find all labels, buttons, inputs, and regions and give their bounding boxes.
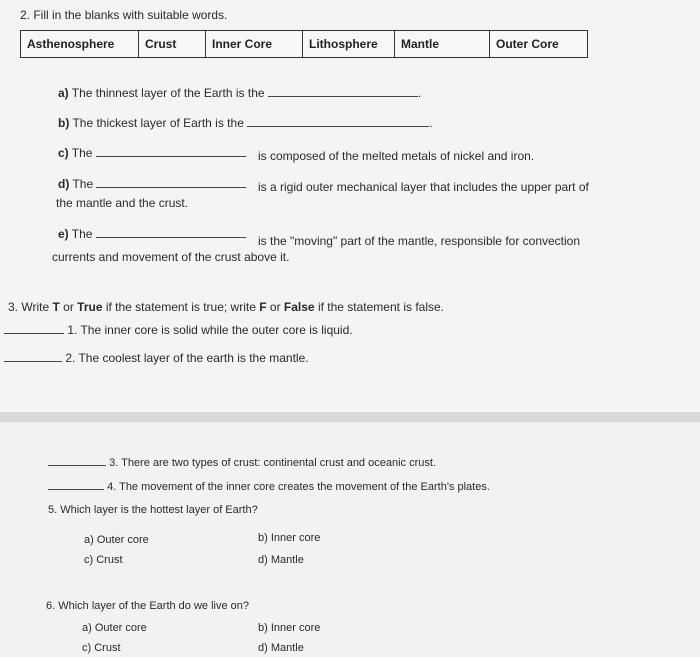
word-bank-table bbox=[20, 30, 588, 58]
q2e-line bbox=[58, 226, 246, 241]
instr-bold: F bbox=[259, 300, 267, 314]
answer-blank[interactable] bbox=[48, 478, 104, 490]
q5-option-b[interactable]: b) Inner core bbox=[258, 532, 321, 544]
q2d-line bbox=[58, 176, 246, 191]
answer-blank[interactable] bbox=[4, 322, 64, 334]
item-end: . bbox=[429, 116, 433, 130]
instr-text: or bbox=[59, 300, 78, 314]
q2e-rest: is the "moving" part of the mantle, responsible for convection bbox=[258, 234, 581, 248]
q3-statement-row bbox=[4, 350, 309, 365]
q6-option-a[interactable]: a) Outer core bbox=[82, 622, 147, 634]
q2e-continuation: currents and movement of the crust above it. bbox=[52, 250, 290, 264]
item-label: a) bbox=[58, 86, 69, 100]
item-text: The thinnest layer of the Earth is the bbox=[71, 86, 265, 100]
statement-text: 4. The movement of the inner core creates the movement of the Earth's plates. bbox=[107, 481, 490, 493]
q6-option-c[interactable]: c) Crust bbox=[82, 642, 121, 654]
instr-text: 3. Write bbox=[8, 300, 53, 314]
q6-option-d[interactable]: d) Mantle bbox=[258, 642, 304, 654]
item-label: e) bbox=[58, 227, 69, 241]
instr-bold: False bbox=[283, 300, 315, 314]
item-end: . bbox=[417, 86, 422, 100]
item-text: The bbox=[71, 227, 93, 241]
instr-bold: T bbox=[52, 300, 60, 314]
q6-question: 6. Which layer of the Earth do we live on? bbox=[46, 600, 249, 612]
answer-blank[interactable] bbox=[48, 454, 106, 466]
item-text: The thickest layer of Earth is the bbox=[72, 116, 244, 130]
answer-blank[interactable] bbox=[96, 145, 246, 157]
instr-bold: True bbox=[77, 300, 103, 314]
q2a-line bbox=[58, 85, 421, 100]
q2b-line bbox=[58, 115, 433, 130]
q2d-rest: is a rigid outer mechanical layer that includes the upper part of bbox=[258, 180, 589, 194]
word-bank-cell: Inner Core bbox=[206, 31, 303, 57]
instr-text: if the statement is true; write bbox=[102, 300, 260, 314]
instr-text: or bbox=[266, 300, 284, 314]
q2-instruction: 2. Fill in the blanks with suitable words. bbox=[20, 8, 228, 22]
answer-blank[interactable] bbox=[96, 176, 246, 188]
word-bank-cell: Lithosphere bbox=[303, 31, 395, 57]
item-text: The bbox=[71, 146, 93, 160]
item-text: The bbox=[72, 177, 94, 191]
word-bank-cell: Mantle bbox=[395, 31, 490, 57]
q2c-rest: is composed of the melted metals of nickel and iron. bbox=[258, 149, 535, 163]
word-bank-cell: Outer Core bbox=[496, 37, 559, 51]
q2d-continuation: the mantle and the crust. bbox=[56, 196, 189, 210]
item-label: d) bbox=[58, 177, 70, 191]
worksheet-page-bottom bbox=[0, 422, 700, 657]
q2c-line bbox=[58, 145, 246, 160]
statement-text: 1. The inner core is solid while the outer core is liquid. bbox=[67, 323, 353, 337]
word-bank-cell: Crust bbox=[139, 31, 206, 57]
item-label: c) bbox=[58, 146, 69, 160]
q6-option-b[interactable]: b) Inner core bbox=[258, 622, 321, 634]
q3-statement-row bbox=[48, 454, 436, 469]
q5-option-a[interactable]: a) Outer core bbox=[84, 534, 149, 546]
item-label: b) bbox=[58, 116, 70, 130]
instr-text: if the statement is false. bbox=[314, 300, 445, 314]
answer-blank[interactable] bbox=[268, 85, 418, 97]
q5-question: 5. Which layer is the hottest layer of Earth? bbox=[48, 504, 258, 516]
word-bank-cell: Asthenosphere bbox=[21, 31, 139, 57]
statement-text: 3. There are two types of crust: continental crust and oceanic crust. bbox=[109, 457, 436, 469]
q3-statement-row bbox=[48, 478, 490, 493]
q3-instruction bbox=[8, 300, 444, 314]
q5-option-c[interactable]: c) Crust bbox=[84, 554, 123, 566]
answer-blank[interactable] bbox=[96, 226, 246, 238]
q3-statement-row bbox=[4, 322, 353, 337]
answer-blank[interactable] bbox=[247, 115, 429, 127]
q5-option-d[interactable]: d) Mantle bbox=[258, 554, 304, 566]
answer-blank[interactable] bbox=[4, 350, 62, 362]
statement-text: 2. The coolest layer of the earth is the mantle. bbox=[65, 351, 309, 365]
